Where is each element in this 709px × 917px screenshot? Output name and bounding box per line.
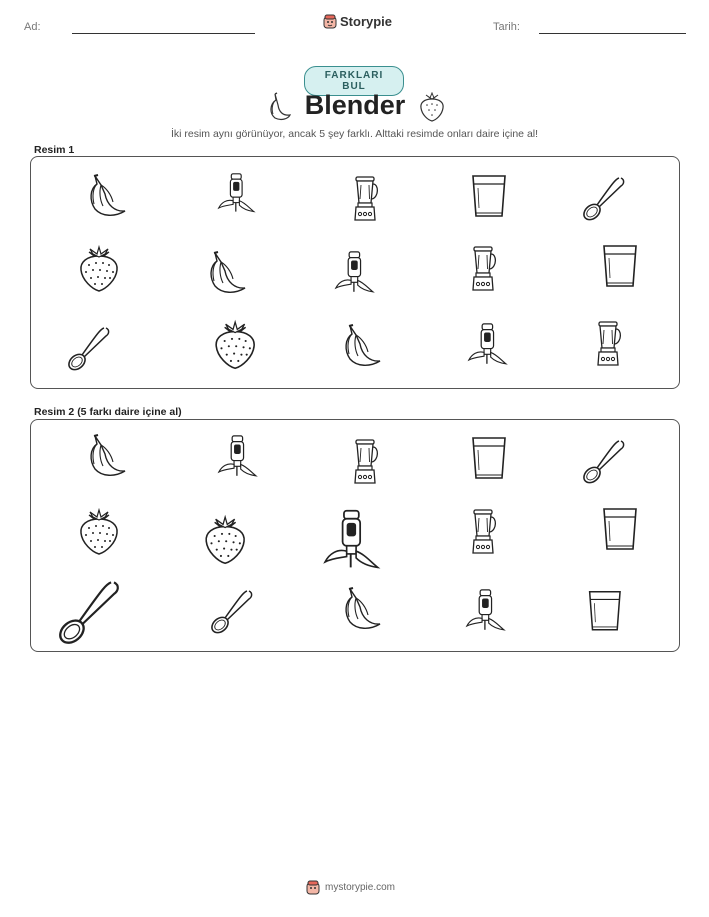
banana-icon xyxy=(81,172,127,220)
instructions: İki resim aynı görünüyor, ancak 5 şey farklı. Alttaki resimde onları daire içine al! xyxy=(170,128,539,140)
spoon-icon xyxy=(66,325,112,373)
panel-2-label: Resim 2 (5 farkı daire içine al) xyxy=(34,406,182,418)
panel-1-label: Resim 1 xyxy=(34,144,75,156)
hand-blender-icon xyxy=(333,250,377,296)
picture-2-panel[interactable] xyxy=(30,419,680,652)
spoon-icon[interactable] xyxy=(209,588,255,636)
page-title: Blender xyxy=(304,90,406,120)
banana-icon xyxy=(336,322,382,370)
strawberry-icon xyxy=(76,245,122,293)
spoon-icon[interactable] xyxy=(581,438,627,486)
glass-icon[interactable] xyxy=(466,434,512,482)
blender-icon xyxy=(586,320,632,368)
glass-icon[interactable] xyxy=(597,505,643,553)
spoon-icon xyxy=(581,175,627,223)
picture-1-panel xyxy=(30,156,680,389)
hand-blender-icon[interactable] xyxy=(321,508,383,573)
banana-icon[interactable] xyxy=(336,585,382,633)
strawberry-icon[interactable] xyxy=(76,508,122,556)
date-line[interactable] xyxy=(539,33,686,34)
hand-blender-icon[interactable] xyxy=(464,588,508,634)
name-line[interactable] xyxy=(72,33,255,34)
glass-icon[interactable] xyxy=(583,588,627,634)
hand-blender-icon xyxy=(466,322,510,368)
strawberry-icon xyxy=(211,320,259,370)
brand-logo xyxy=(323,14,392,29)
banana-icon xyxy=(201,249,247,297)
date-label: Tarih: xyxy=(493,21,520,33)
blender-icon[interactable] xyxy=(461,508,507,556)
banana-icon[interactable] xyxy=(81,432,127,480)
footer xyxy=(306,880,395,895)
name-label: Ad: xyxy=(24,21,41,33)
blender-icon[interactable] xyxy=(343,438,389,486)
strawberry-decoration-icon xyxy=(418,92,446,127)
hand-blender-icon[interactable] xyxy=(216,434,260,480)
blender-icon xyxy=(343,175,389,223)
storypie-mascot-icon xyxy=(306,880,320,895)
banana-decoration-icon xyxy=(263,91,291,126)
activity-badge: FARKLARI BUL xyxy=(304,66,404,96)
footer-url: mystorypie.com xyxy=(325,882,396,893)
blender-icon xyxy=(461,245,507,293)
spoon-icon[interactable] xyxy=(56,578,123,648)
strawberry-icon[interactable] xyxy=(201,515,249,565)
hand-blender-icon xyxy=(216,172,257,215)
storypie-mascot-icon xyxy=(323,14,337,29)
brand-name: Storypie xyxy=(340,14,393,29)
glass-icon xyxy=(597,242,643,290)
glass-icon xyxy=(466,172,512,220)
